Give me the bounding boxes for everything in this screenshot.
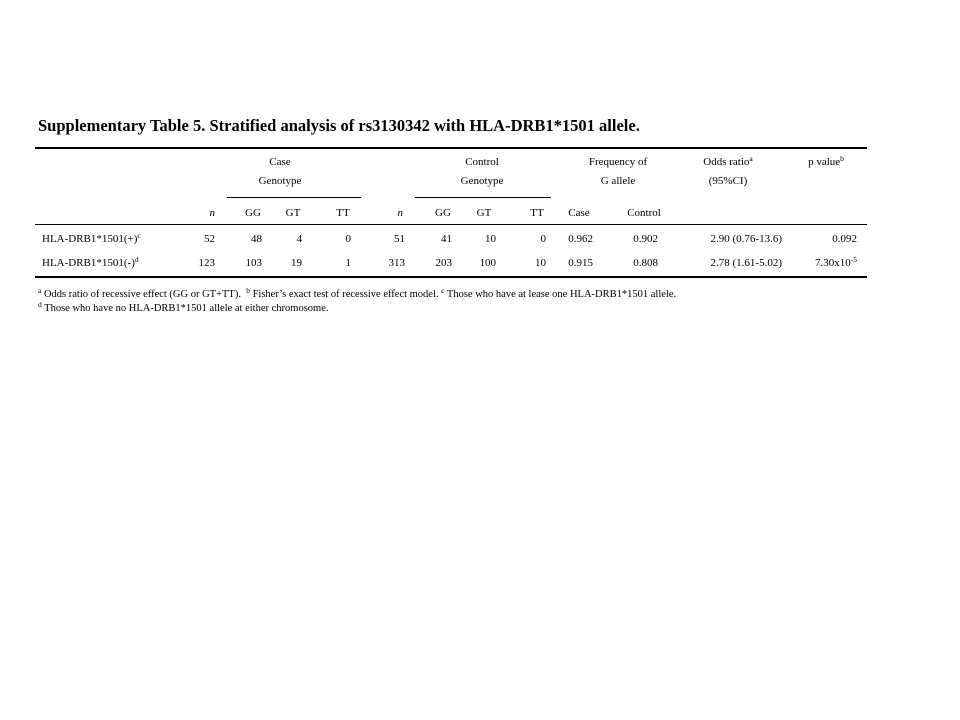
p-value-header: p value$^b$: [808, 154, 844, 168]
control-gg-cell: 41: [441, 233, 452, 245]
case-gg-header: GG: [245, 207, 261, 219]
row-label-footnote-mark: d: [134, 255, 139, 264]
row-label: HLA-$DRB1*1501(-)^d$: [42, 255, 139, 269]
case-n-cell: 52: [204, 233, 215, 245]
footnote-mark-d: d: [38, 300, 42, 309]
odds-ratio-header: Odds ratio$^a$: [703, 154, 753, 168]
case-n-header: n: [209, 207, 215, 219]
odds-ratio-cell: 2.90 (0.76-13.6): [710, 233, 782, 245]
control-n-cell: 51: [394, 233, 405, 245]
freq-control-cell: 0.808: [633, 257, 658, 269]
case-gt-header: GT: [285, 207, 301, 219]
row-label: HLA-$DRB1*1501(+)^c$: [42, 231, 141, 245]
footnote-mark-a: a: [38, 286, 42, 295]
p-value-cell: 0.092: [832, 233, 857, 245]
table-bottom-rule: [35, 276, 867, 278]
ci-header: (95%CI): [708, 175, 748, 187]
footnote-b: Fisher’s exact test of recessive effect model.: [249, 289, 442, 300]
p-value-footnote-mark: b: [840, 154, 844, 163]
control-tt-cell: 10: [535, 257, 546, 269]
control-gg-header: GG: [435, 207, 451, 219]
case-gg-cell: 103: [245, 257, 262, 269]
case-tt-cell: 0: [345, 233, 351, 245]
footnote-line-1: [38, 286, 677, 300]
table-top-rule: [35, 147, 867, 149]
freq-case-cell: 0.915: [568, 257, 593, 269]
case-n-cell: 123: [198, 257, 215, 269]
control-gt-cell: 100: [479, 257, 496, 269]
exponent: -5: [850, 255, 857, 264]
footnote-d: Those who have no HLA-DRB1*1501 allele at either chromosome.: [41, 303, 329, 314]
control-genotype-rule: [415, 197, 551, 198]
freq-case-cell: 0.962: [568, 233, 593, 245]
case-tt-cell: 1: [345, 257, 351, 269]
table-header-rule: [35, 224, 867, 225]
control-gg-cell: 203: [435, 257, 452, 269]
control-n-header: n: [397, 207, 403, 219]
control-tt-cell: 0: [540, 233, 546, 245]
case-gg-cell: 48: [251, 233, 262, 245]
freq-control-cell: 0.902: [633, 233, 658, 245]
freq-control-header: Control: [627, 207, 661, 219]
g-allele-header: G allele: [600, 175, 636, 187]
case-genotype-rule: [227, 197, 361, 198]
case-gt-cell: 19: [291, 257, 302, 269]
table-title: Supplementary Table 5. Stratified analysis of rs3130342 with HLA-DRB1*1501 allele.: [38, 116, 640, 135]
frequency-header: Frequency of: [588, 156, 648, 168]
case-gt-cell: 4: [296, 233, 302, 245]
control-genotype-header: Genotype: [460, 175, 504, 187]
control-n-cell: 313: [388, 257, 405, 269]
freq-case-header: Case: [568, 207, 590, 219]
odds-ratio-cell: 2.78 (1.61-5.02): [710, 257, 782, 269]
row-label-footnote-mark: c: [137, 231, 141, 240]
control-gt-header: GT: [476, 207, 492, 219]
footnote-line-2: [38, 300, 329, 314]
p-value-cell: $7.30x10^{-5}$: [815, 255, 857, 269]
footnote-mark-b: b: [246, 286, 250, 295]
footnote-a: Odds ratio of recessive effect (GG or GT+TT).: [41, 289, 247, 300]
control-tt-header: TT: [530, 207, 544, 219]
case-header: Case: [269, 156, 291, 168]
control-header: Control: [465, 156, 499, 168]
control-gt-cell: 10: [485, 233, 496, 245]
footnote-c: Those who have at lease one HLA-DRB1*1501 allele.: [444, 289, 677, 300]
footnote-mark-c: c: [441, 286, 445, 295]
case-genotype-header: Genotype: [258, 175, 302, 187]
odds-ratio-footnote-mark: a: [749, 154, 753, 163]
case-tt-header: TT: [336, 207, 350, 219]
